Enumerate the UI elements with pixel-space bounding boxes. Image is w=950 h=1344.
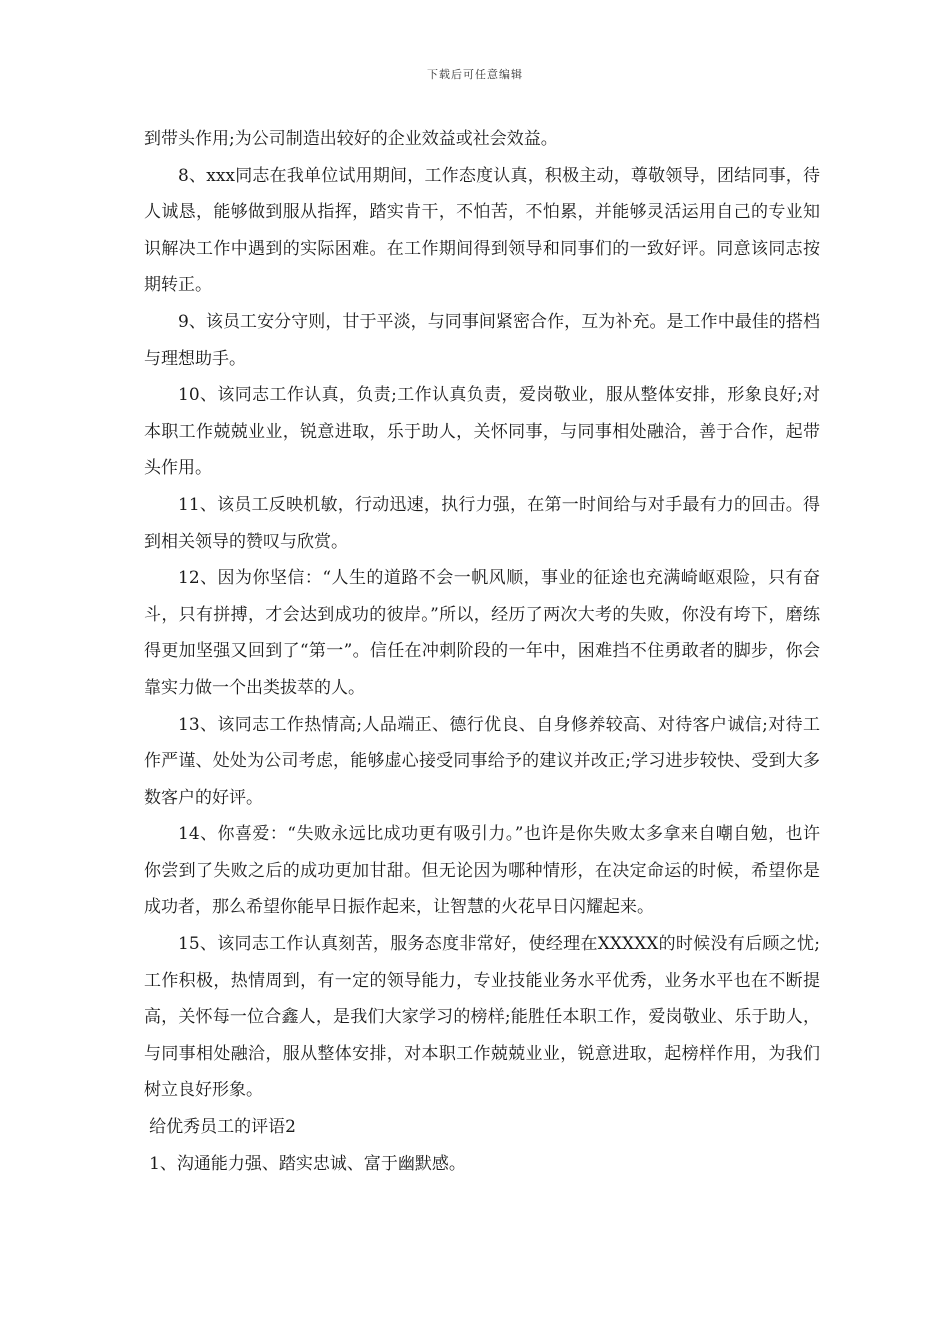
paragraph-item-12: 12、因为你坚信：“人生的道路不会一帆风顺，事业的征途也充满崎岖艰险，只有奋斗，只有拼搏，才会达到成功的彼岸。”所以，经历了两次大考的失败，你没有垮下，磨练得更加坚强又回到了“第一”。信任在冲刺阶段的一年中，困难挡不住勇敢者的脚步，你会靠实力做一个出类拔萃的人。 <box>144 568 820 698</box>
paragraph-item-10: 10、该同志工作认真，负责;工作认真负责，爱岗敬业，服从整体安排，形象良好;对本职工作兢兢业业，锐意进取，乐于助人，关怀同事，与同事相处融洽，善于合作，起带头作用。 <box>144 385 820 479</box>
page-header: 下载后可任意编辑 <box>427 68 523 81</box>
paragraph-item-15: 15、该同志工作认真刻苦，服务态度非常好，使经理在XXXXX的时候没有后顾之忧;工作积极，热情周到，有一定的领导能力，专业技能业务水平优秀，业务水平也在不断提高，关怀每一位合鑫人，是我们大家学习的榜样;能胜任本职工作，爱岗敬业、乐于助人，与同事相处融洽，服从整体安排，对本职工作兢兢业业，锐意进取，起榜样作用，为我们树立良好形象。 <box>144 934 820 1101</box>
section-heading: 给优秀员工的评语2 <box>149 1117 296 1138</box>
paragraph-item-13: 13、该同志工作热情高;人品端正、德行优良、自身修养较高、对待客户诚信;对待工作严谨、处处为公司考虑，能够虚心接受同事给予的建议并改正;学习进步较快、受到大多数客户的好评。 <box>144 714 820 808</box>
paragraph-item-11: 11、该员工反映机敏，行动迅速，执行力强，在第一时间给与对手最有力的回击。得到相关领导的赞叹与欣赏。 <box>144 494 820 552</box>
document-body <box>144 121 820 1182</box>
paragraph-continuation: 到带头作用;为公司制造出较好的企业效益或社会效益。 <box>144 129 558 149</box>
paragraph-item-14: 14、你喜爱：“失败永远比成功更有吸引力。”也许是你失败太多拿来自嘲自勉，也许你尝到了失败之后的成功更加甘甜。但无论因为哪种情形，在决定命运的时候，希望你是成功者，那么希望你能早日振作起来，让智慧的火花早日闪耀起来。 <box>144 824 820 918</box>
paragraph-item-9: 9、该员工安分守则，甘于平淡，与同事间紧密合作，互为补充。是工作中最佳的搭档与理想助手。 <box>144 311 820 369</box>
paragraph-item-8: 8、xxx同志在我单位试用期间，工作态度认真，积极主动，尊敬领导，团结同事，待人诚恳，能够做到服从指挥，踏实肯干，不怕苦，不怕累，并能够灵活运用自己的专业知识解决工作中遇到的实际困难。在工作期间得到领导和同事们的一致好评。同意该同志按期转正。 <box>144 165 820 296</box>
list-item-1: 1、沟通能力强、踏实忠诚、富于幽默感。 <box>149 1153 466 1174</box>
